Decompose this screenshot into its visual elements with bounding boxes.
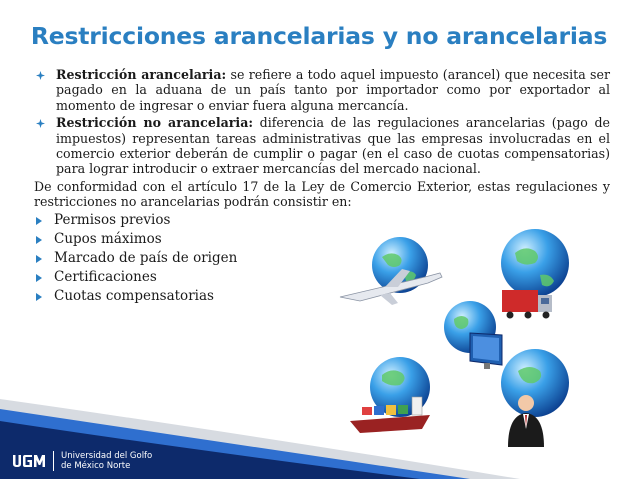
globe-airplane-icon xyxy=(340,237,442,305)
triangle-bullet-icon xyxy=(36,255,42,263)
list-item: Permisos previos xyxy=(34,211,610,230)
university-logo-mark xyxy=(12,453,46,469)
definition-term: Restricción arancelaria: xyxy=(56,67,227,82)
list-item: Marcado de país de origen xyxy=(34,249,610,268)
definition-tariff xyxy=(34,67,610,113)
list-item: Cuotas compensatorias xyxy=(34,287,610,306)
slide-title: Restricciones arancelarias y no arancelarias xyxy=(30,22,608,50)
list-item: Cupos máximos xyxy=(34,230,610,249)
definition-text: se refiere a todo aquel impuesto (arancel) que necesita ser pagado en la aduana de un país tanto por importador como por exportador al momento de ingresar o enviar fuera alguna mercancía. xyxy=(56,67,610,113)
university-logo xyxy=(12,449,152,473)
law-paragraph: De conformidad con el artículo 17 de la Ley de Comercio Exterior, estas regulaciones y restricciones no arancelarias podrán consistir en: xyxy=(34,178,610,210)
triangle-bullet-icon xyxy=(36,293,42,301)
globe-truck-icon xyxy=(501,229,569,319)
triangle-bullet-icon xyxy=(36,217,42,225)
triangle-bullet-icon xyxy=(36,274,42,282)
definition-term: Restricción no arancelaria: xyxy=(56,115,254,131)
list-item: Certificaciones xyxy=(34,268,610,287)
diamond-bullet-icon xyxy=(36,119,45,128)
definition-text: diferencia de las regulaciones arancelarias (pago de impuestos) representan tareas administrativas que las empresas involucradas en el comercio exterior deberán de cumplir o pagar (en el caso de cuotas compensatorias) para lograr introducir o extraer mercancías del mercado nacional. xyxy=(56,115,610,177)
university-name: Universidad del Golfo de México Norte xyxy=(53,451,152,471)
triangle-bullet-icon xyxy=(36,236,42,244)
globe-monitor-icon xyxy=(444,301,502,369)
diamond-bullet-icon xyxy=(36,71,45,80)
definition-non-tariff xyxy=(34,115,610,177)
